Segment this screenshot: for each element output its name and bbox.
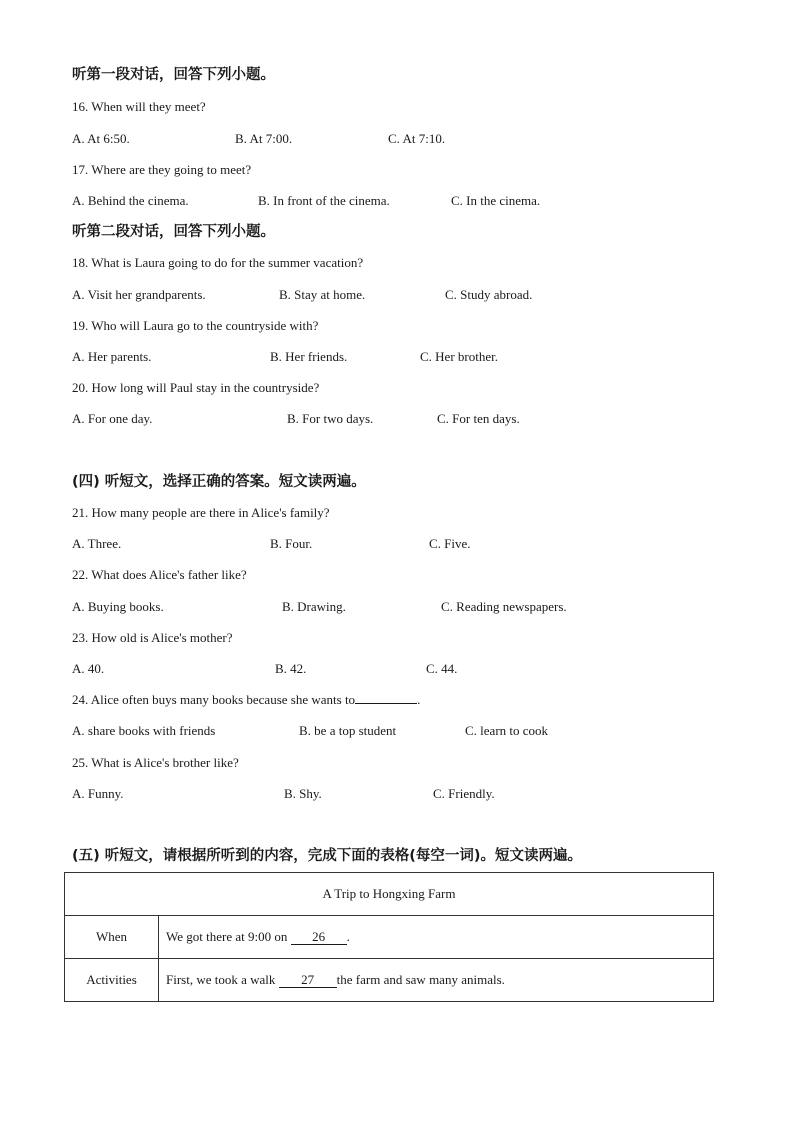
option-17b: B. In front of the cinema.: [258, 193, 390, 208]
question-24-end: .: [417, 692, 421, 707]
option-18b: B. Stay at home.: [279, 287, 366, 302]
row-content-when: [159, 916, 714, 959]
question-24: [72, 692, 420, 708]
question-24-text: 24. Alice often buys many books because she wants to: [72, 692, 356, 707]
question-19: 19. Who will Laura go to the countryside with?: [72, 318, 319, 333]
option-18a: A. Visit her grandparents.: [72, 287, 206, 302]
option-19b: B. Her friends.: [270, 349, 348, 364]
option-25a: A. Funny.: [72, 786, 124, 801]
section-heading-2: 听第二段对话，回答下列小题。: [72, 224, 275, 240]
option-17a: A. Behind the cinema.: [72, 193, 189, 208]
option-20c: C. For ten days.: [437, 411, 520, 426]
section-heading-1: 听第一段对话，回答下列小题。: [72, 67, 275, 83]
option-18c: C. Study abroad.: [445, 287, 533, 302]
table-title: A Trip to Hongxing Farm: [65, 873, 714, 916]
answer-blank-26[interactable]: 26: [291, 930, 347, 945]
option-25b: B. Shy.: [284, 786, 322, 801]
row-text-before: We got there at 9:00 on: [166, 929, 288, 944]
option-24c: C. learn to cook: [465, 723, 549, 738]
option-20b: B. For two days.: [287, 411, 374, 426]
row-label-activities: Activities: [65, 959, 159, 1002]
answer-blank-27[interactable]: 27: [279, 973, 337, 988]
question-25: 25. What is Alice's brother like?: [72, 755, 239, 770]
option-25c: C. Friendly.: [433, 786, 495, 801]
table-row: [65, 916, 714, 959]
option-17c: C. In the cinema.: [451, 193, 541, 208]
option-19c: C. Her brother.: [420, 349, 498, 364]
option-21b: B. Four.: [270, 536, 313, 551]
option-24a: A. share books with friends: [72, 723, 216, 738]
table-row: [65, 959, 714, 1002]
option-21c: C. Five.: [429, 536, 471, 551]
trip-table: [64, 872, 714, 1002]
question-18: 18. What is Laura going to do for the summer vacation?: [72, 255, 364, 270]
option-23b: B. 42.: [275, 661, 307, 676]
answer-blank-24[interactable]: [355, 692, 417, 704]
option-16a: A. At 6:50.: [72, 131, 130, 146]
row-text-after: .: [346, 929, 350, 944]
question-20: 20. How long will Paul stay in the countryside?: [72, 380, 320, 395]
option-23c: C. 44.: [426, 661, 458, 676]
question-17: 17. Where are they going to meet?: [72, 162, 252, 177]
question-16: 16. When will they meet?: [72, 99, 206, 114]
option-21a: A. Three.: [72, 536, 122, 551]
row-label-when: When: [65, 916, 159, 959]
option-22a: A. Buying books.: [72, 599, 164, 614]
question-21: 21. How many people are there in Alice's family?: [72, 505, 330, 520]
section-heading-5: (五) 听短文，请根据所听到的内容，完成下面的表格(每空一词)。短文读两遍。: [72, 848, 583, 864]
row-text-after: the farm and saw many animals.: [336, 972, 505, 987]
option-22b: B. Drawing.: [282, 599, 346, 614]
option-20a: A. For one day.: [72, 411, 153, 426]
row-text-before: First, we took a walk: [166, 972, 276, 987]
option-16c: C. At 7:10.: [388, 131, 446, 146]
option-23a: A. 40.: [72, 661, 105, 676]
option-16b: B. At 7:00.: [235, 131, 293, 146]
option-24b: B. be a top student: [299, 723, 397, 738]
option-22c: C. Reading newspapers.: [441, 599, 567, 614]
section-heading-4: (四) 听短文，选择正确的答案。短文读两遍。: [72, 474, 366, 490]
option-19a: A. Her parents.: [72, 349, 152, 364]
question-22: 22. What does Alice's father like?: [72, 567, 247, 582]
question-23: 23. How old is Alice's mother?: [72, 630, 233, 645]
row-content-activities: [159, 959, 714, 1002]
